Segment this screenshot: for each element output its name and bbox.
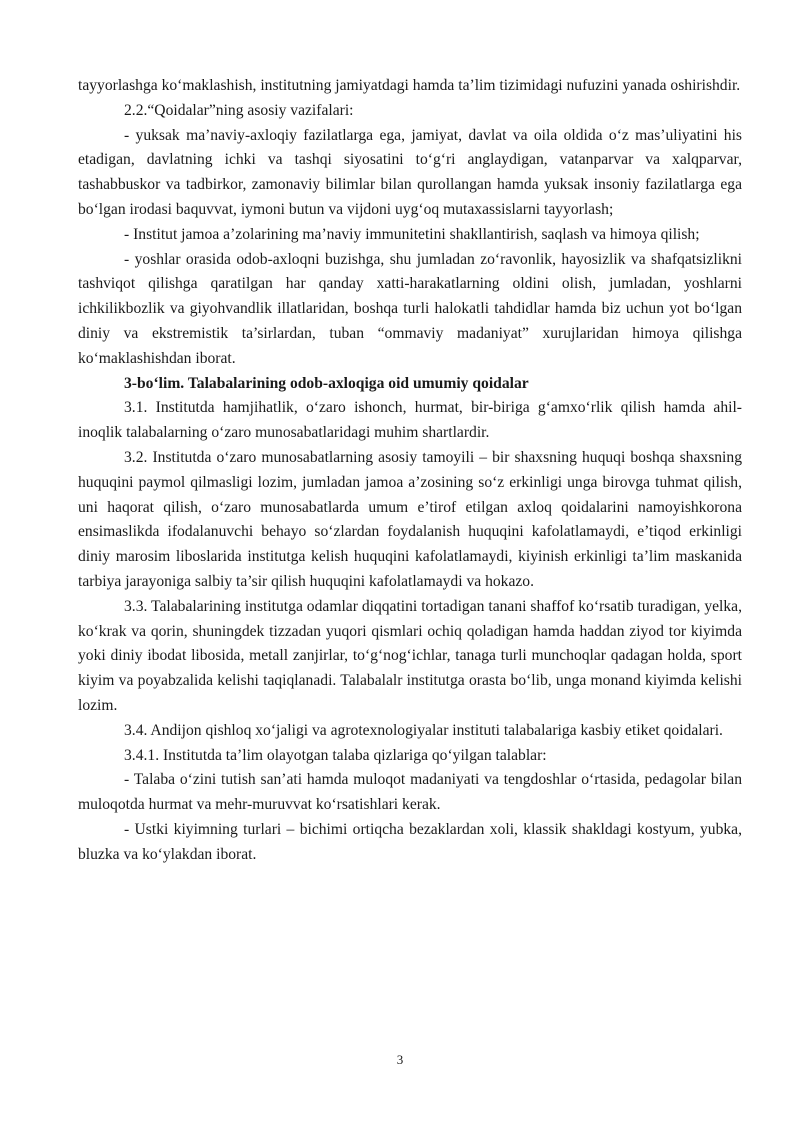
paragraph-2-2-title: 2.2.“Qoidalar”ning asosiy vazifalari:: [124, 101, 354, 119]
paragraph-bullet-specialists: - yuksak ma’naviy-axloqiy fazilatlarga ega, jamiyat, davlat va oila oldida o‘z mas’uliyatini his etadigan, davlatning ichki va tashqi siyosatini to‘g‘ri anglaydigan, vatanparvar va xalqparvar, tashabbuskor va tadbirkor, zamonaviy bilimlar bilan qurollangan hamda yuksak insoniy fazilatlarga ega bo‘lgan irodasi baquvvat, iymoni butun va vijdoni uyg‘oq mutaxassislarni tayyorlash;: [78, 126, 742, 218]
paragraph-3-1: 3.1. Institutda hamjihatlik, o‘zaro ishonch, hurmat, bir-biriga g‘amxo‘rlik qilish hamda ahil-inoqlik talabalarning o‘zaro munosabatlaridagi muhim shartlardir.: [78, 399, 742, 442]
paragraph-intro-continuation: tayyorlashga ko‘maklashish, institutning jamiyatdagi hamda ta’lim tizimidagi nufuzini yanada oshirishdir.: [78, 77, 741, 94]
paragraph-3-3: 3.3. Talabalarining institutga odamlar diqqatini tortadigan tanani shaffof ko‘rsatib turadigan, yelka, ko‘krak va qorin, shuningdek tizzadan yuqori qismlari ochiq qoladigan hamda haddan ziyod tor kiyimda yoki diniy ibodat libosida, metall zanjirlar, to‘g‘nog‘ichlar, tanaga turli munchoqlar qadagan holda, sport kiyim va poyabzalida kelishi taqiqlanadi. Talabalalr institutga orasta bo‘lib, unga monand kiyimda kelishi lozim.: [78, 597, 742, 714]
page-number: 3: [396, 1052, 404, 1067]
paragraph-3-4-1: 3.4.1. Institutda ta’lim olayotgan talaba qizlariga qo‘yilgan talablar:: [124, 746, 547, 764]
section-3-heading: 3-bo‘lim. Talabalarining odob-axloqiga oid umumiy qoidalar: [124, 374, 529, 392]
paragraph-3-2: 3.2. Institutda o‘zaro munosabatlarning asosiy tamoyili – bir shaxsning huquqi boshqa shaxsning huquqini paymol qilmasligi lozim, jumladan jamoa a’zosining so‘z erkinligi unga birovga tuhmat qilish, uni haqorat qilish, o‘zaro munosabatlarda umum e’tirof etilgan axloq qoidalarini namoyishkorona ensimaslikda ifodalanuvchi behayo so‘zlardan foydalanish huquqini kafolatlamaydi, e’tiqod erkinligi diniy marosim liboslarida institutga kelish huquqini kafolatlamaydi, kiyinish erkinligi ta’lim maskanida tarbiya jarayoniga salbiy ta’sir qilish huquqini kafolatlamaydi va hokazo.: [78, 448, 742, 590]
paragraph-bullet-clothing: - Ustki kiyimning turlari – bichimi ortiqcha bezaklardan xoli, klassik shakldagi kostyum, yubka, bluzka va ko‘ylakdan iborat.: [78, 820, 742, 863]
paragraph-3-4: 3.4. Andijon qishloq xo‘jaligi va agrotexnologiyalar instituti talabalariga kasbiy etiket qoidalari.: [124, 721, 723, 739]
paragraph-bullet-prevention: - yoshlar orasida odob-axloqni buzishga, shu jumladan zo‘ravonlik, hayosizlik va shafqatsizlikni tashviqot qilishga qaratilgan har qanday xatti-harakatlarning oldini olish, jumladan, yoshlarni ichkilikbozlik va giyohvandlik illatlaridan, boshqa turli halokatli tahdidlar hamda biz uchun yot bo‘lgan diniy va ekstremistik ta’sirlardan, tuban “ommaviy madaniyat” xurujlaridan himoya qilishga ko‘maklashishdan iborat.: [78, 250, 742, 367]
paragraph-bullet-conduct: - Talaba o‘zini tutish san’ati hamda muloqot madaniyati va tengdoshlar o‘rtasida, pedagolar bilan muloqotda hurmat va mehr-muruvvat ko‘rsatishlari kerak.: [78, 771, 742, 814]
paragraph-bullet-immunity: - Institut jamoa a’zolarining ma’naviy immunitetini shakllantirish, saqlash va himoya qilish;: [124, 225, 700, 243]
document-body: [78, 74, 742, 868]
